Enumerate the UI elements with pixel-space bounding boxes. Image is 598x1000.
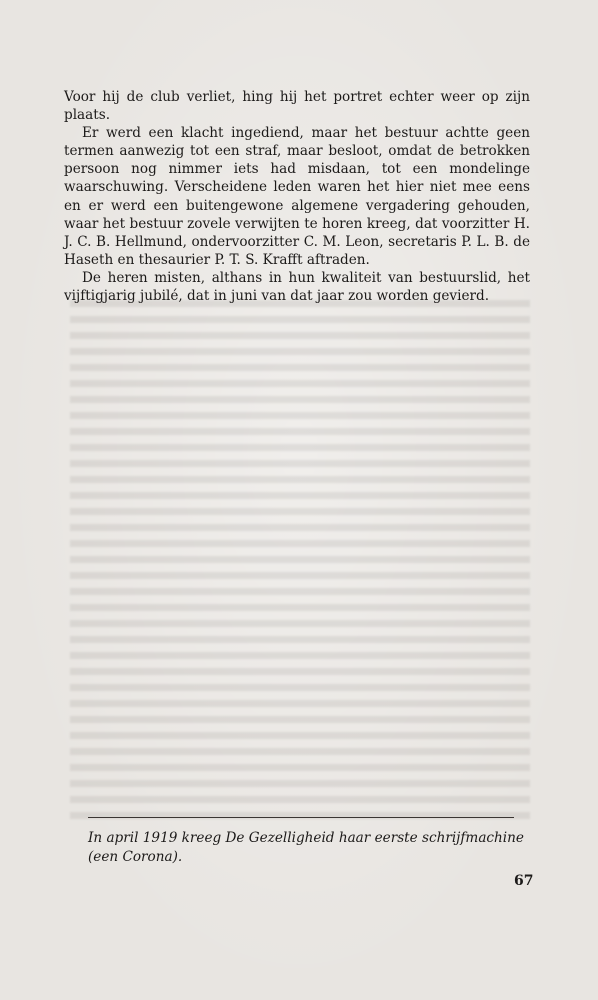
paragraph-3: De heren misten, althans in hun kwaliteit van bestuurslid, het vijftigjarig jubilé, dat in juni van dat jaar zou worden gevierd.: [64, 269, 530, 305]
paragraph-2: Er werd een klacht ingediend, maar het bestuur achtte geen termen aanwezig tot een straf, maar besloot, omdat de betrokken persoon nog nimmer iets had misdaan, tot een mondelinge waarschuwing. Verscheidene leden waren het hier niet mee eens en er werd een buitengewone algemene vergadering gehouden, waar het bestuur zovele verwijten te horen kreeg, dat voorzitter H. J. C. B. Hellmund, ondervoorzitter C. M. Leon, secretaris P. L. B. de Haseth en thesaurier P. T. S. Krafft aftraden.: [64, 125, 530, 268]
image-caption: In april 1919 kreeg De Gezelligheid haar eerste schrijfmachine (een Corona).: [88, 830, 524, 865]
body-text: [64, 88, 530, 305]
caption-divider: [88, 817, 514, 818]
paragraph-1: Voor hij de club verliet, hing hij het portret echter weer op zijn plaats.: [64, 89, 530, 124]
bleed-through-text: [70, 300, 530, 820]
page-number: 67: [514, 873, 534, 889]
